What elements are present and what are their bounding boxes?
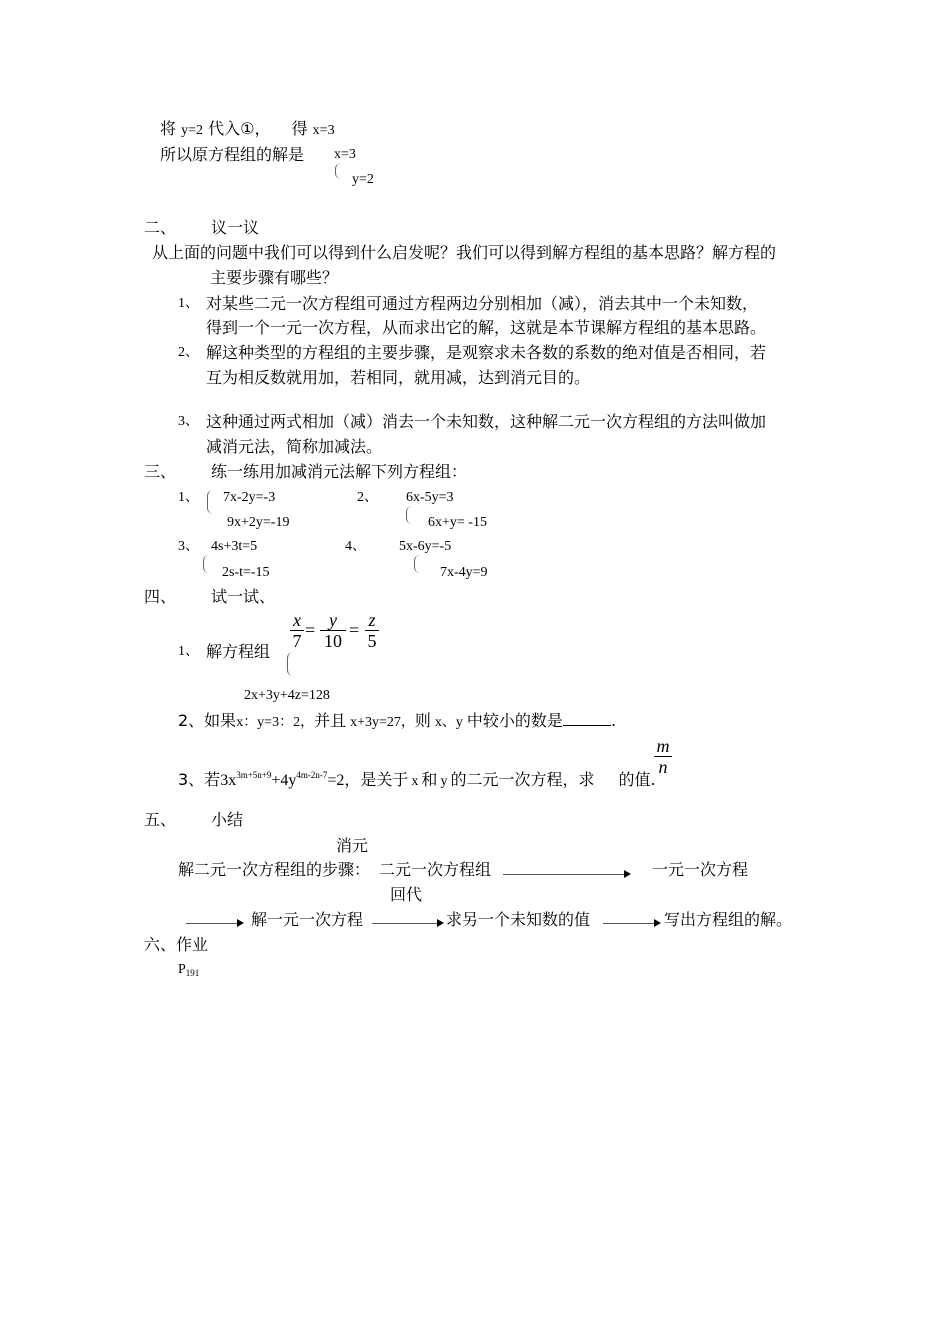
item-text: 减消元法，简称加减法。 — [206, 437, 383, 456]
section-4-title: 试一试、 — [211, 587, 276, 606]
label-above-arrow: 回代 — [390, 885, 423, 904]
denominator: 5 — [367, 631, 377, 651]
step-text: 解一元一次方程 — [251, 910, 364, 929]
text: 将 — [160, 119, 177, 138]
section-3-title: 练一练用加减消元法解下列方程组： — [211, 462, 468, 481]
arrow-icon — [372, 923, 442, 924]
exponent: 3m+5n+9 — [236, 770, 272, 780]
problem-2 — [178, 711, 616, 733]
step-text: 二元一次方程组 — [379, 860, 492, 879]
text: 3、若 — [178, 770, 221, 789]
brace — [406, 506, 415, 524]
equation: 2x+3y+4z=128 — [244, 688, 330, 703]
term: +4y — [271, 772, 297, 789]
item-text: 互为相反数就用加，若相同，就用减，达到消元目的。 — [206, 368, 591, 387]
solution-y: y=2 — [352, 172, 374, 187]
arrow-icon — [186, 923, 242, 924]
brace — [414, 555, 423, 573]
text: 的值. — [618, 770, 656, 789]
homework-reference — [178, 960, 199, 983]
equals-sign: = — [349, 620, 360, 640]
equals-sign: = — [305, 620, 316, 640]
term: 3x — [220, 772, 237, 789]
term: =2 — [327, 772, 345, 789]
section-5-number: 五、 — [144, 810, 177, 829]
solution-x: x=3 — [334, 147, 356, 162]
equation: 6x-5y=3 — [406, 490, 454, 505]
section-2-title: 议一议 — [211, 218, 260, 237]
section-2-number: 二、 — [144, 218, 177, 237]
item-number: 2、 — [178, 345, 199, 360]
step-text: 写出方程组的解。 — [664, 910, 793, 929]
text: P — [178, 962, 186, 977]
answer-blank[interactable] — [563, 711, 611, 726]
numerator: y — [320, 610, 346, 631]
brace — [207, 490, 216, 514]
text: 得 — [291, 119, 308, 138]
step-text: 一元一次方程 — [652, 860, 749, 879]
fraction-y-over-10 — [320, 610, 346, 651]
text: 代入①， — [208, 119, 271, 138]
page-number: 191 — [185, 968, 200, 978]
intro-line1 — [160, 119, 335, 141]
step-text: 求另一个未知数的值 — [446, 910, 591, 929]
item-number: 3、 — [178, 414, 199, 429]
item-number: 1、 — [178, 296, 199, 311]
arrow-icon — [603, 923, 659, 924]
text: x：y=3：2， — [236, 715, 315, 730]
section-2-question-cont: 主要步骤有哪些？ — [210, 268, 339, 287]
text: 2、如果 — [178, 711, 237, 730]
section-3-number: 三、 — [144, 462, 177, 481]
text: . — [610, 711, 617, 730]
section-6-title: 六、作业 — [144, 935, 209, 954]
text: 并且 — [314, 711, 347, 730]
text: x — [411, 774, 419, 789]
problem-number: 4、 — [345, 539, 366, 554]
equation: 7x-4y=9 — [440, 565, 488, 580]
text: 的二元一次方程，求 — [450, 770, 595, 789]
equation: 9x+2y=-19 — [227, 515, 290, 530]
arrow-icon — [503, 874, 629, 875]
brace — [287, 652, 296, 676]
brace — [203, 555, 212, 573]
denominator: 7 — [292, 631, 302, 651]
fraction-x-over-7 — [290, 610, 304, 651]
text: ，是关于 — [344, 770, 409, 789]
text: 和 — [421, 770, 438, 789]
text: y — [440, 774, 448, 789]
label-above-arrow: 消元 — [336, 836, 369, 855]
denominator: n — [658, 757, 668, 777]
exponent: 4m-2n-7 — [296, 770, 328, 780]
intro-line2: 所以原方程组的解是 — [160, 145, 305, 164]
section-4-number: 四、 — [144, 587, 177, 606]
fraction-m-over-n — [654, 736, 672, 777]
item-text: 解这种类型的方程组的主要步骤，是观察求未各数的系数的绝对值是否相同，若 — [206, 343, 767, 362]
numerator: z — [365, 610, 379, 631]
text: x、y — [434, 715, 463, 730]
text: 则 — [414, 711, 431, 730]
problem-number: 3、 — [178, 539, 199, 554]
text: 中较小的数是 — [466, 711, 563, 730]
brace — [335, 163, 344, 179]
equation: 4s+3t=5 — [211, 539, 258, 554]
problem-label: 解方程组 — [206, 642, 271, 661]
fraction-z-over-5 — [365, 610, 379, 651]
text: x+3y=27， — [350, 715, 415, 730]
equation: 2s-t=-15 — [222, 565, 270, 580]
text: x=3 — [312, 123, 335, 138]
problem-number: 2、 — [357, 490, 378, 505]
equation: 6x+y= -15 — [428, 515, 487, 530]
text: y=2 — [181, 123, 204, 138]
problem-3 — [178, 765, 656, 792]
section-2-question: 从上面的问题中我们可以得到什么启发呢？我们可以得到解方程组的基本思路？解方程的 — [152, 243, 777, 262]
numerator: m — [654, 736, 672, 757]
item-text: 得到一个一元一次方程，从而求出它的解，这就是本节课解方程组的基本思路。 — [206, 318, 767, 337]
numerator: x — [290, 610, 304, 631]
steps-prefix: 解二元一次方程组的步骤： — [178, 860, 371, 879]
item-text: 这种通过两式相加（减）消去一个未知数，这种解二元一次方程组的方法叫做加 — [206, 412, 767, 431]
denominator: 10 — [324, 631, 342, 651]
equation: 7x-2y=-3 — [223, 490, 276, 505]
problem-number: 1、 — [178, 644, 199, 659]
item-text: 对某些二元一次方程组可通过方程两边分别相加（减），消去其中一个未知数， — [206, 294, 759, 313]
section-5-title: 小结 — [211, 810, 244, 829]
equation: 5x-6y=-5 — [399, 539, 452, 554]
problem-number: 1、 — [178, 490, 199, 505]
